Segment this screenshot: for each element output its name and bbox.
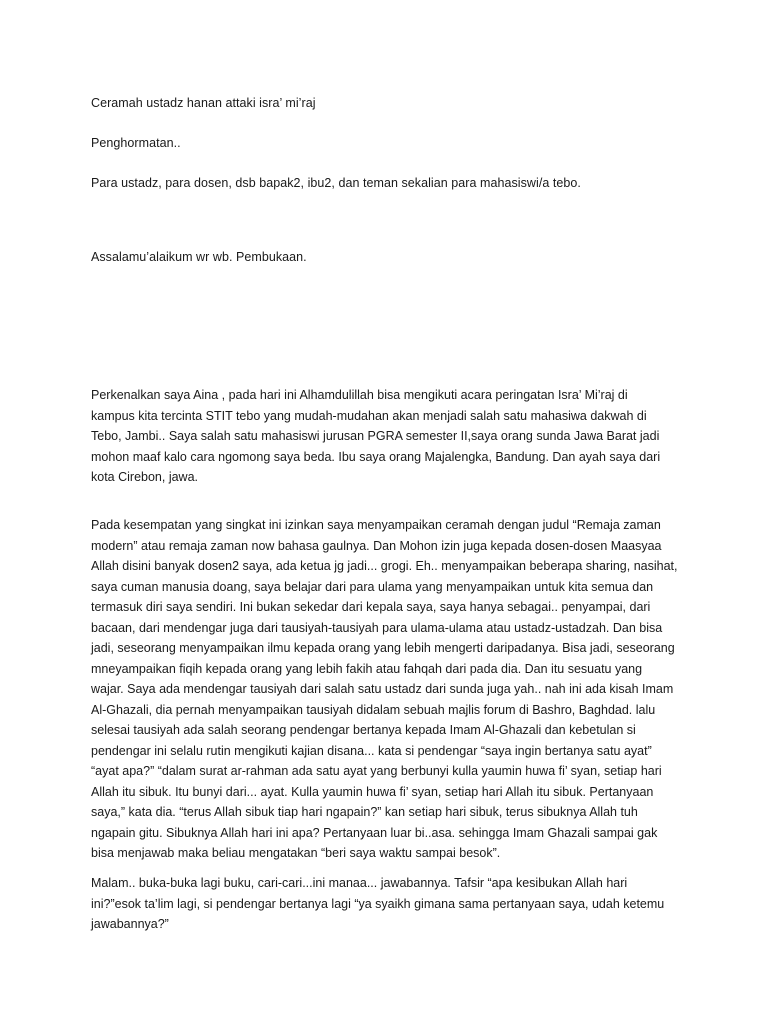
text-line: bacaan, dari mendengar juga dari tausiyah-tausiyah para ulama-ulama atau ustadz-ustadzah. Dan bisa <box>91 620 663 635</box>
text-line: mohon maaf kalo cara ngomong saya beda. Ibu saya orang Majalengka, Bandung. Dan ayah saya dari <box>91 449 661 464</box>
text-line: Allah disini banyak dosen2 saya, ada ketua jg jadi... grogi. Eh.. menyampaikan beberapa sharing, nasihat, <box>91 559 678 573</box>
text-line: Malam.. buka-buka lagi buku, cari-cari...ini manaa... jawabannya. Tafsir “apa kesibukan Allah hari <box>91 876 628 890</box>
text-line: Allah itu sibuk. Itu bunyi dari... ayat. Kulla yaumin huwa fi’ syan, setiap hari Allah itu sibuk. Pertanyaan <box>91 784 654 799</box>
text-line: selesai tausiyah ada salah seorang pendengar bertanya kepada Imam Al-Ghazali dan kebetulan si <box>91 723 636 737</box>
text-line: Perkenalkan saya Aina , pada hari ini Alhamdulillah bisa mengikuti acara peringatan Isra’ Mi’raj di <box>91 388 628 402</box>
address-line: Para ustadz, para dosen, dsb bapak2, ibu2, dan teman sekalian para mahasiswi/a tebo. <box>91 176 581 190</box>
text-line: bisa menjawab maka beliau mengatakan “beri saya waktu sampai besok”. <box>91 846 501 860</box>
text-line: “ayat apa?” “dalam surat ar-rahman ada satu ayat yang berbunyi kulla yaumin huwa fi’ syan, setiap hari <box>91 764 662 778</box>
text-line: jawabannya?” <box>91 917 169 931</box>
text-line: jadi, seseorang menyampaikan ilmu kepada orang yang lebih mengerti daripadanya. Bisa jadi, seseorang <box>91 641 675 655</box>
paragraph-introduction <box>91 385 660 488</box>
text-line: termasuk diri saya sendiri. Ini bukan sekedar dari kepala saya, saya hanya sebagai.. penyampai, dari <box>91 600 651 614</box>
text-line: pendengar ini selalu rutin mengikuti kajian disana... kata si pendengar “saya ingin bertanya satu ayat” <box>91 743 652 758</box>
document-title: Ceramah ustadz hanan attaki isra’ mi’raj <box>91 96 316 110</box>
text-line: saya,” kata dia. “terus Allah sibuk tiap hari ngapain?” kan setiap hari sibuk, terus sibuknya Allah tuh <box>91 805 638 819</box>
text-line: Tebo, Jambi.. Saya salah satu mahasiswi jurusan PGRA semester II,saya orang sunda Jawa Barat jadi <box>91 429 660 443</box>
text-line: modern” atau remaja zaman now bahasa gaulnya. Dan Mohon izin juga kepada dosen-dosen Maasyaa <box>91 538 662 553</box>
text-line: ini?”esok ta’lim lagi, si pendengar bertanya lagi “ya syaikh gimana sama pertanyaan saya, udah ketemu <box>91 896 665 911</box>
text-line: Pada kesempatan yang singkat ini izinkan saya menyampaikan ceramah dengan judul “Remaja zaman <box>91 518 661 532</box>
text-line: Al-Ghazali, dia pernah menyampaikan tausiyah didalam sebuah majlis forum di Bashro, Baghdad. lalu <box>91 702 656 717</box>
text-line: wajar. Saya ada mendengar tausiyah dari salah satu ustadz dari sunda juga yah.. nah ini ada kisah Imam <box>91 682 674 696</box>
text-line: kampus kita tercinta STIT tebo yang mudah-mudahan akan menjadi salah satu mahasiwa dakwah di <box>91 408 647 423</box>
text-line: mneyampaikan fiqih kepada orang yang lebih fakih atau fahqah dari pada dia. Dan itu sesuatu yang <box>91 661 643 676</box>
text-line: ngapain gitu. Sibuknya Allah hari ini apa? Pertanyaan luar bi..asa. sehingga Imam Ghazali sampai gak <box>91 825 658 840</box>
paragraph-closing <box>91 873 664 935</box>
opening-line: Assalamu’alaikum wr wb. Pembukaan. <box>91 250 307 264</box>
text-line: saya cuman manusia doang, saya belajar dari para ulama yang menyampaikan untuk kita semua dan <box>91 579 654 594</box>
greeting-line: Penghormatan.. <box>91 136 181 150</box>
text-line: kota Cirebon, jawa. <box>91 470 199 484</box>
paragraph-main <box>91 515 677 864</box>
